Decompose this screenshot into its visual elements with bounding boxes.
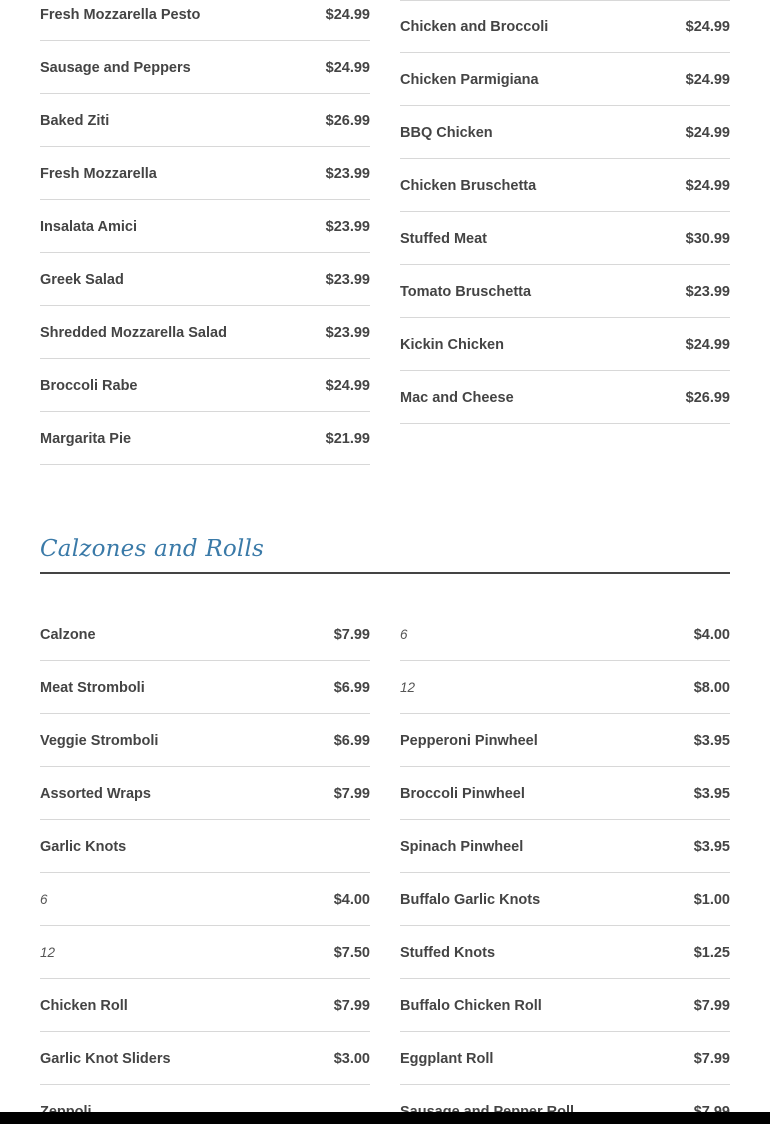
menu-item <box>400 1032 730 1085</box>
menu-item-price: $30.99 <box>685 231 730 247</box>
menu-item-name: Spinach Pinwheel <box>400 839 524 855</box>
menu-item-price: $3.95 <box>693 786 730 802</box>
menu-item <box>400 159 730 212</box>
menu-item-name: Chicken Parmigiana <box>400 72 539 88</box>
menu-item-price: $1.00 <box>693 892 730 908</box>
menu-item-option-name: 12 <box>400 680 416 695</box>
menu-item-price: $23.99 <box>325 272 370 288</box>
menu-item-name: Pepperoni Pinwheel <box>400 733 538 749</box>
menu-item-price: $7.99 <box>333 627 370 643</box>
menu-item-name: Sausage and Peppers <box>40 60 191 76</box>
menu-item <box>40 147 370 200</box>
menu-item-option <box>400 608 730 661</box>
menu-item <box>40 41 370 94</box>
menu-item-price: $24.99 <box>685 178 730 194</box>
menu-item <box>400 265 730 318</box>
menu-item-price: $7.99 <box>333 786 370 802</box>
menu-item-name: Fresh Mozzarella Pesto <box>40 7 201 23</box>
menu-item <box>400 212 730 265</box>
menu-item-price: $7.99 <box>693 1051 730 1067</box>
menu-item <box>40 1032 370 1085</box>
menu-item <box>400 767 730 820</box>
menu-item-option-name: 6 <box>40 892 48 907</box>
menu-item <box>400 371 730 424</box>
menu-item-name: Assorted Wraps <box>40 786 151 802</box>
menu-item-option-name: 6 <box>400 627 408 642</box>
menu-item <box>40 306 370 359</box>
menu-item-price: $1.25 <box>693 945 730 961</box>
menu-item-name: Shredded Mozzarella Salad <box>40 325 227 341</box>
menu-item <box>400 318 730 371</box>
menu-item-price: $21.99 <box>325 431 370 447</box>
menu-item-price: $24.99 <box>685 72 730 88</box>
menu-item-name: Calzone <box>40 627 96 643</box>
section-title: Calzones and Rolls <box>40 536 265 562</box>
menu-item-price: $23.99 <box>325 166 370 182</box>
menu-item-price: $24.99 <box>685 19 730 35</box>
menu-item-name: Veggie Stromboli <box>40 733 159 749</box>
menu-item-name: Chicken and Broccoli <box>400 19 549 35</box>
menu-item <box>400 0 730 53</box>
menu-item <box>400 873 730 926</box>
menu-item-price: $23.99 <box>325 325 370 341</box>
menu-item <box>400 714 730 767</box>
menu-item-name: Tomato Bruschetta <box>400 284 532 300</box>
menu-item-price: $26.99 <box>685 390 730 406</box>
menu-item-name: Baked Ziti <box>40 113 110 129</box>
menu-item-price: $26.99 <box>325 113 370 129</box>
menu-item-price: $4.00 <box>333 892 370 908</box>
menu-item-name: Insalata Amici <box>40 219 137 235</box>
bottom-bar <box>0 1112 770 1124</box>
menu-item-name: Stuffed Knots <box>400 945 496 961</box>
menu-item-price: $24.99 <box>325 60 370 76</box>
menu-item-option-name: 12 <box>40 945 56 960</box>
menu-item-price: $24.99 <box>685 337 730 353</box>
menu-item-name: Fresh Mozzarella <box>40 166 157 182</box>
menu-item-name: Meat Stromboli <box>40 680 145 696</box>
menu-item <box>400 106 730 159</box>
menu-item-price: $7.50 <box>333 945 370 961</box>
menu-item-name: Margarita Pie <box>40 431 132 447</box>
menu-item-name: BBQ Chicken <box>400 125 493 141</box>
menu-item <box>40 0 370 41</box>
menu-item-price: $4.00 <box>693 627 730 643</box>
menu-item-price: $6.99 <box>333 680 370 696</box>
menu-item-name: Garlic Knots <box>40 839 127 855</box>
menu-item <box>40 412 370 465</box>
menu-item <box>400 979 730 1032</box>
menu-item-name: Buffalo Garlic Knots <box>400 892 541 908</box>
menu-item-price: $3.95 <box>693 839 730 855</box>
menu-item-name: Eggplant Roll <box>400 1051 494 1067</box>
menu-item <box>40 608 370 661</box>
menu-item-option <box>40 926 370 979</box>
menu-item-price: $24.99 <box>685 125 730 141</box>
menu-item-name: Stuffed Meat <box>400 231 487 247</box>
menu-item <box>40 359 370 412</box>
menu-item-name: Garlic Knot Sliders <box>40 1051 171 1067</box>
menu-item <box>40 200 370 253</box>
menu-item-name: Broccoli Pinwheel <box>400 786 525 802</box>
menu-item-price: $24.99 <box>325 7 370 23</box>
menu-item <box>40 94 370 147</box>
menu-item-name: Mac and Cheese <box>400 390 514 406</box>
menu-item-price: $3.00 <box>333 1051 370 1067</box>
menu-item-price: $8.00 <box>693 680 730 696</box>
menu-item-option <box>400 661 730 714</box>
menu-item-price: $7.99 <box>693 998 730 1014</box>
menu-item <box>400 53 730 106</box>
section-divider <box>40 572 730 574</box>
menu-item <box>40 979 370 1032</box>
menu-item-price: $3.95 <box>693 733 730 749</box>
menu-item <box>40 767 370 820</box>
menu-item-price: $23.99 <box>325 219 370 235</box>
menu-item-name: Kickin Chicken <box>400 337 504 353</box>
menu-item-price: $24.99 <box>325 378 370 394</box>
menu-item <box>40 661 370 714</box>
menu-item <box>40 714 370 767</box>
menu-item <box>40 253 370 306</box>
menu-item <box>40 820 370 873</box>
menu-item-price: $23.99 <box>685 284 730 300</box>
menu-item <box>400 926 730 979</box>
menu-item-price: $7.99 <box>333 998 370 1014</box>
menu-item-name: Buffalo Chicken Roll <box>400 998 542 1014</box>
menu-item-name: Greek Salad <box>40 272 124 288</box>
menu-item-name: Chicken Bruschetta <box>400 178 537 194</box>
menu-item-name: Chicken Roll <box>40 998 128 1014</box>
menu-item-price: $6.99 <box>333 733 370 749</box>
menu-item-option <box>40 873 370 926</box>
menu-item <box>400 820 730 873</box>
menu-item-name: Broccoli Rabe <box>40 378 138 394</box>
